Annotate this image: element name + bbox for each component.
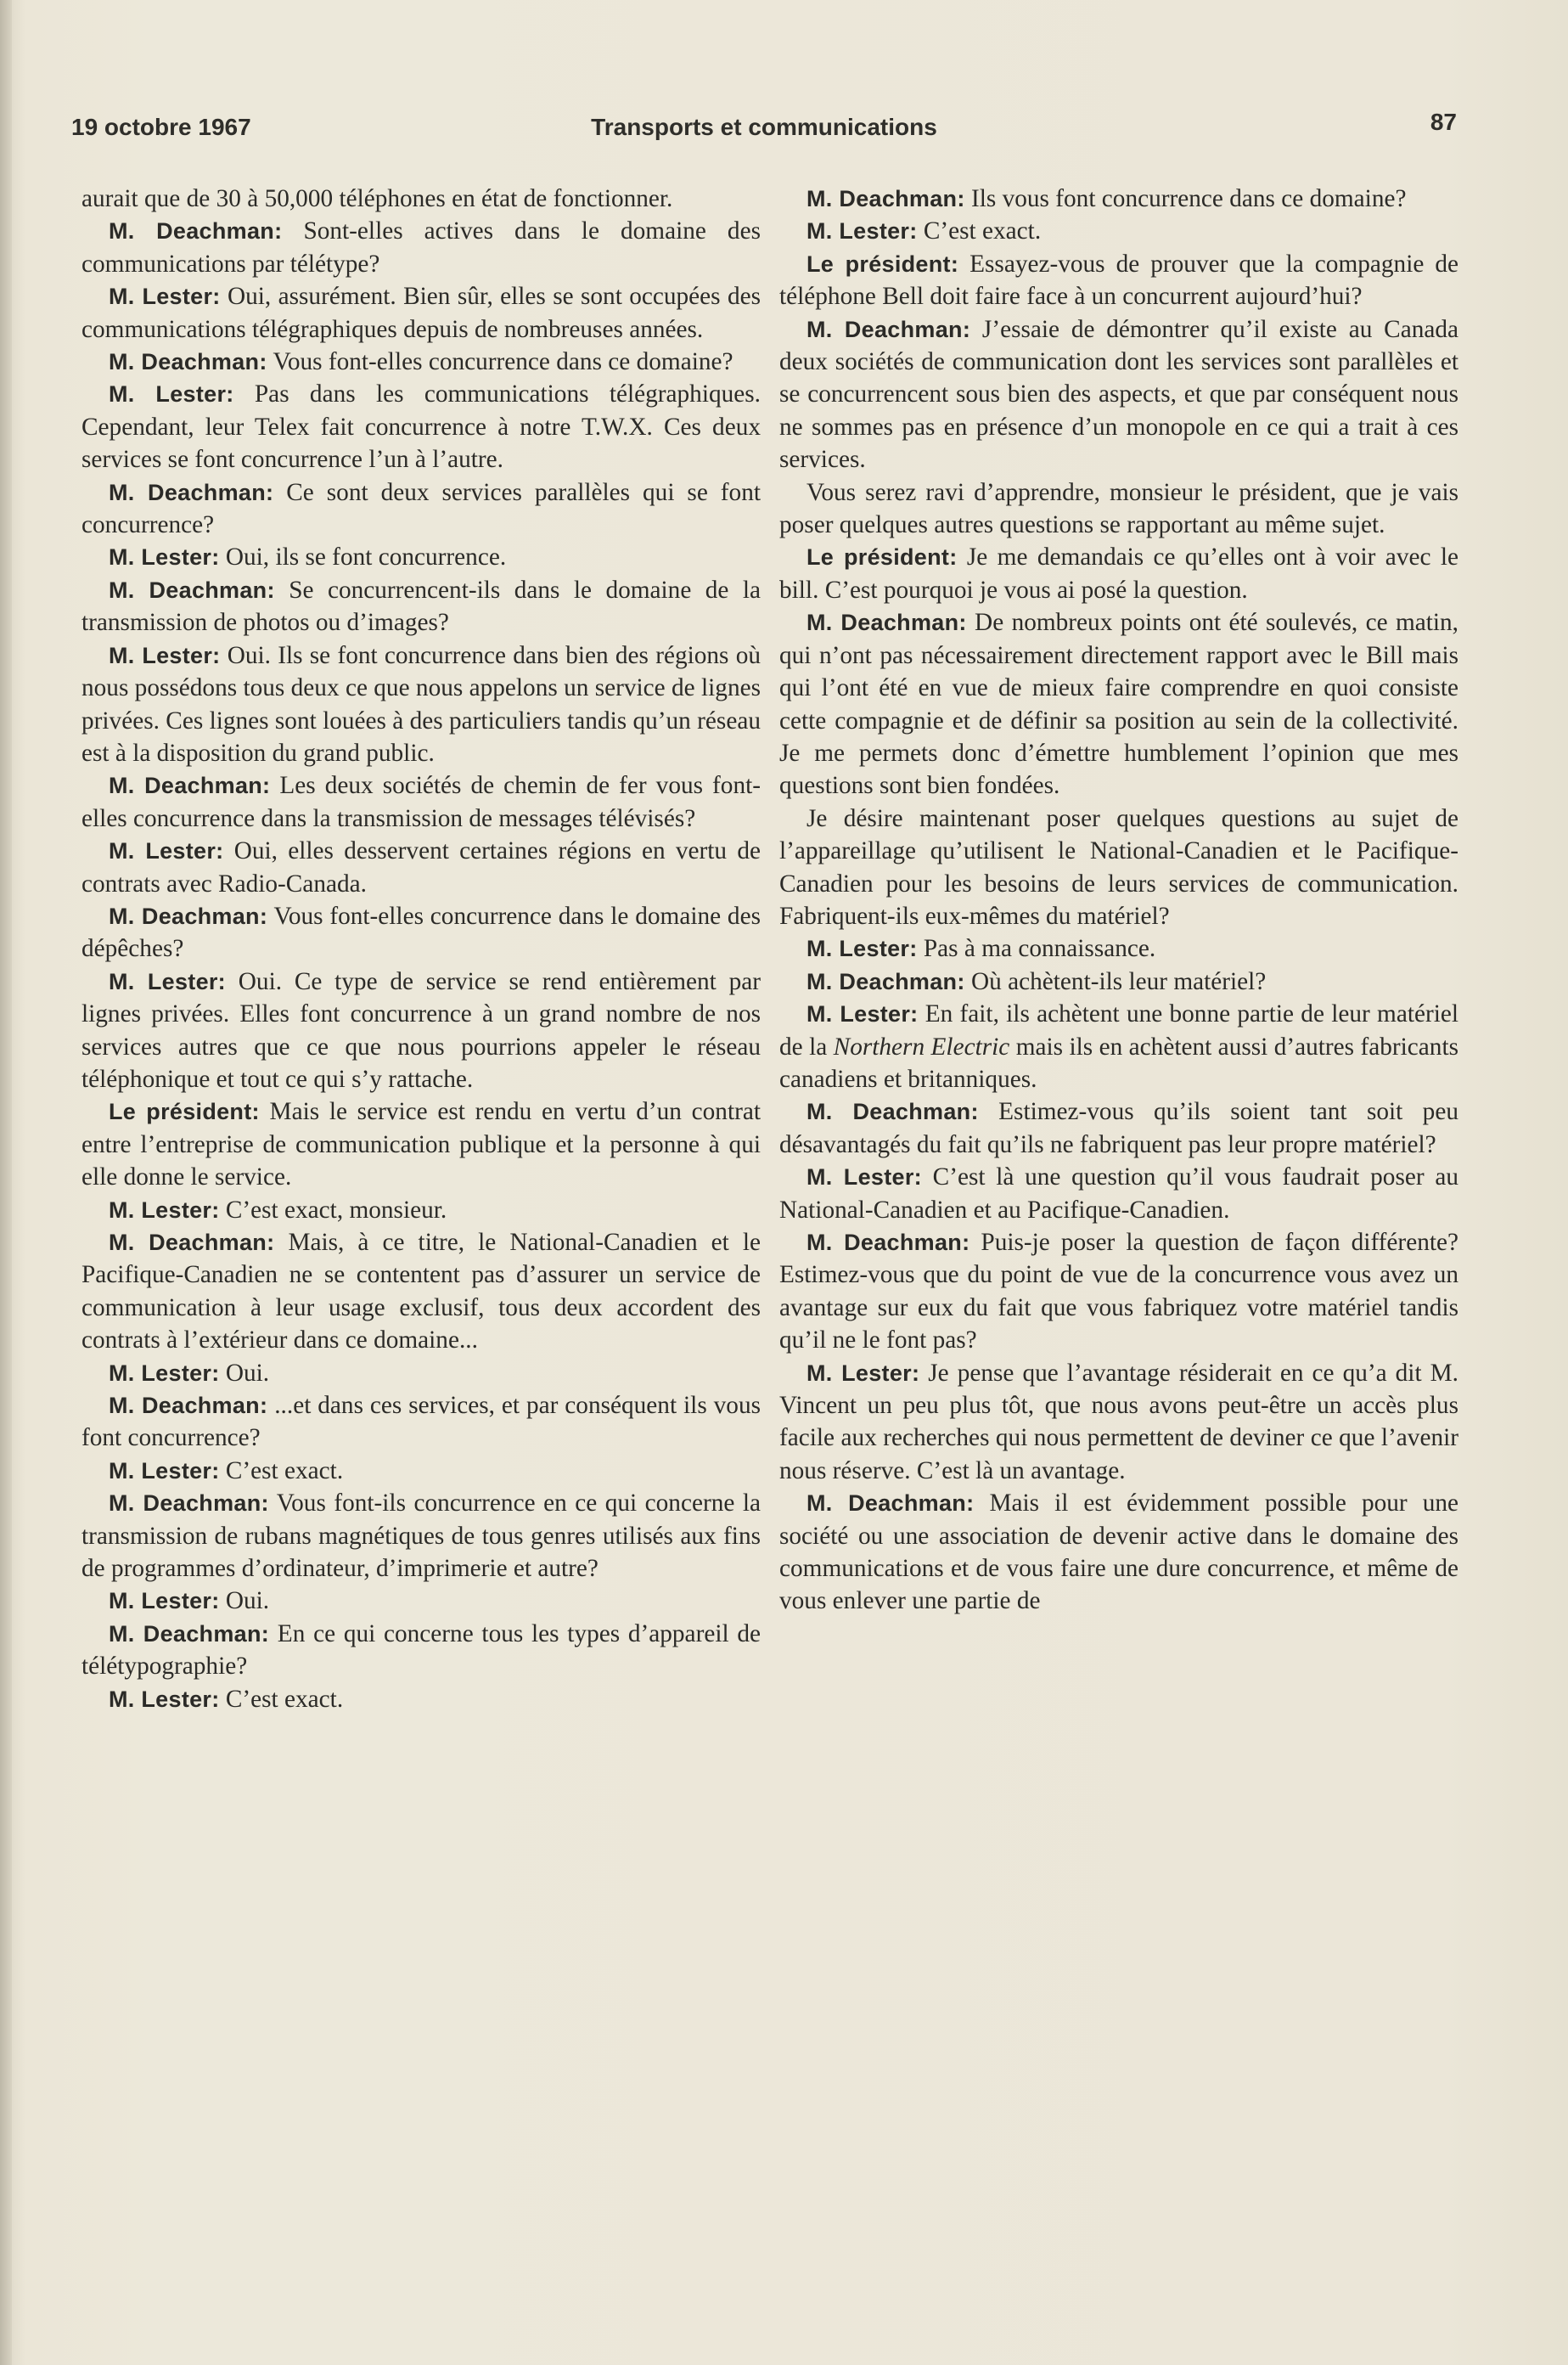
paragraph-text: Oui, elles desservent certaines régions en vertu de contrats avec Radio-Canada. bbox=[81, 837, 761, 898]
speaker-name: M. Deachman: bbox=[109, 218, 283, 245]
speaker-name: M. Lester: bbox=[109, 1686, 220, 1712]
paragraph-text: Essayez-vous de prouver que la compagnie de téléphone Bell doit faire face à un concurrent aujourd’hui? bbox=[779, 250, 1458, 311]
paragraph bbox=[81, 1683, 761, 1715]
paragraph bbox=[779, 215, 1458, 247]
paragraph bbox=[81, 346, 761, 378]
paragraph bbox=[779, 541, 1458, 606]
paragraph bbox=[81, 1487, 761, 1585]
paragraph bbox=[779, 313, 1458, 476]
paragraph-text: De nombreux points ont été soulevés, ce matin, qui n’ont pas nécessairement directement rapport avec le Bill mais qui l’ont été en vue de mieux faire comprendre en quoi consiste cette compagnie et de définir sa position au sein de la collectivité. Je me permets donc d’émettre humblement l’opinion que mes questions sont bien fondées. bbox=[779, 609, 1458, 800]
left-column bbox=[81, 183, 761, 1715]
paragraph bbox=[81, 1357, 761, 1389]
paragraph bbox=[81, 966, 761, 1096]
paragraph-text: Vous font-elles concurrence dans ce domaine? bbox=[273, 348, 733, 376]
speaker-name: M. Lester: bbox=[109, 1588, 220, 1614]
header-title: Transports et communications bbox=[591, 114, 937, 140]
paragraph bbox=[779, 1487, 1458, 1618]
paragraph bbox=[779, 1357, 1458, 1488]
speaker-name: M. Lester: bbox=[109, 642, 221, 668]
paragraph-text: Oui. Ils se font concurrence dans bien des régions où nous possédons tous deux ce que nous appelons un service de lignes privées. Ces lignes sont louées à des particuliers tandis qu’un réseau est à la disposition du grand public. bbox=[81, 641, 761, 767]
speaker-name: M. Lester: bbox=[806, 1001, 919, 1028]
speaker-name: Le président: bbox=[109, 1099, 260, 1125]
paragraph bbox=[81, 476, 761, 542]
paragraph-text: mais ils en achètent aussi d’autres fabricants canadiens et britanniques. bbox=[779, 1033, 1458, 1093]
paragraph bbox=[779, 932, 1458, 965]
speaker-name: M. Lester: bbox=[109, 838, 224, 864]
speaker-name: M. Lester: bbox=[109, 1197, 220, 1223]
speaker-name: M. Deachman: bbox=[109, 1393, 268, 1419]
speaker-name: M. Lester: bbox=[109, 381, 234, 408]
paragraph-text: Ce sont deux services parallèles qui se font concurrence? bbox=[81, 478, 761, 539]
paragraph bbox=[81, 183, 761, 215]
paragraph-text: En fait, ils achètent une bonne partie de leur matériel de la bbox=[779, 1000, 1459, 1061]
speaker-name: M. Lester: bbox=[109, 284, 221, 310]
speaker-name: M. Deachman: bbox=[109, 1490, 269, 1517]
paragraph bbox=[779, 802, 1458, 933]
paragraph bbox=[81, 378, 761, 476]
header-page-number: 87 bbox=[1430, 109, 1457, 135]
paragraph bbox=[81, 769, 761, 835]
speaker-name: M. Lester: bbox=[109, 968, 226, 994]
paragraph bbox=[81, 1194, 761, 1226]
speaker-name: M. Lester: bbox=[109, 1360, 220, 1386]
speaker-name: M. Deachman: bbox=[806, 1490, 975, 1517]
speaker-name: M. Deachman: bbox=[806, 186, 965, 211]
paragraph-text: Je pense que l’avantage résiderait en ce qu’a dit M. Vincent un peu plus tôt, que nous avons peut-être un accès plus facile aux recherches qui nous permettent de deviner ce que l’avenir nous réserve. C’est là un avantage. bbox=[779, 1359, 1458, 1484]
paragraph-text: Mais il est évidemment possible pour une société ou une association de devenir active dans le domaine des communications et de vous faire une dure concurrence, et même de vous enlever une partie de bbox=[779, 1489, 1458, 1615]
company-name-italic: Northern Electric bbox=[833, 1033, 1010, 1061]
paragraph bbox=[81, 1095, 761, 1193]
paragraph-text: C’est exact. bbox=[923, 217, 1042, 245]
paragraph-text: Où achètent-ils leur matériel? bbox=[970, 967, 1267, 995]
speaker-name: M. Lester: bbox=[806, 1360, 920, 1386]
paragraph bbox=[779, 476, 1458, 542]
speaker-name: M. Deachman: bbox=[109, 773, 271, 799]
speaker-name: M. Deachman: bbox=[806, 968, 965, 994]
paragraph bbox=[81, 1618, 761, 1683]
speaker-name: M. Deachman: bbox=[806, 316, 971, 342]
paragraph bbox=[779, 183, 1458, 215]
paragraph-text: Puis-je poser la question de façon différente? Estimez-vous que du point de vue de la concurrence vous avez un avantage sur eux du fait que vous fabriquez votre matériel tandis qu’il ne le font pas? bbox=[779, 1229, 1458, 1354]
right-column bbox=[779, 183, 1458, 1618]
page-header bbox=[71, 109, 1457, 146]
paragraph bbox=[81, 1389, 761, 1455]
paragraph bbox=[81, 541, 761, 573]
paragraph bbox=[81, 835, 761, 900]
speaker-name: Le président: bbox=[806, 544, 958, 571]
paragraph bbox=[81, 639, 761, 770]
paragraph-text: Pas à ma connaissance. bbox=[923, 935, 1156, 963]
speaker-name: M. Lester: bbox=[806, 218, 918, 245]
paragraph-text: Mais, à ce titre, le National-Canadien et le Pacifique-Canadien ne se contentent pas d’assurer un service de communication à leur usage exclusif, tous deux accordent des contrats à l’extérieur dans ce domaine... bbox=[81, 1229, 761, 1354]
paragraph bbox=[81, 900, 761, 966]
paragraph-text: Oui, assurément. Bien sûr, elles se sont occupées des communications télégraphiques depuis de nombreuses années. bbox=[81, 283, 761, 343]
speaker-name: M. Deachman: bbox=[806, 1099, 979, 1125]
paragraph-text: Ils vous font concurrence dans ce domaine? bbox=[970, 185, 1407, 212]
paragraph-text: Oui. bbox=[225, 1587, 270, 1615]
speaker-name: M. Deachman: bbox=[109, 1230, 275, 1255]
paragraph bbox=[779, 1226, 1458, 1357]
paragraph bbox=[779, 1161, 1458, 1226]
paragraph bbox=[81, 280, 761, 346]
paragraph-text: Vous serez ravi d’apprendre, monsieur le président, que je vais poser quelques autres questions se rapportant au même sujet. bbox=[779, 478, 1458, 539]
paragraph bbox=[81, 1585, 761, 1617]
paragraph-text: C’est exact. bbox=[225, 1685, 344, 1713]
paragraph-text: Oui. bbox=[225, 1359, 270, 1387]
speaker-name: M. Deachman: bbox=[109, 479, 274, 505]
paragraph bbox=[779, 606, 1458, 802]
paragraph bbox=[779, 1095, 1458, 1161]
paragraph-text: En ce qui concerne tous les types d’appareil de télétypographie? bbox=[81, 1619, 761, 1681]
paragraph-text: Vous font-ils concurrence en ce qui concerne la transmission de rubans magnétiques de tous genres utilisés aux fins de programmes d’ordinateur, d’imprimerie et autre? bbox=[81, 1489, 761, 1583]
speaker-name: M. Deachman: bbox=[806, 1230, 970, 1255]
paragraph-text: C’est exact. bbox=[225, 1456, 344, 1484]
speaker-name: M. Deachman: bbox=[806, 610, 967, 636]
paragraph-text: Se concurrencent-ils dans le domaine de la transmission de photos ou d’images? bbox=[81, 576, 761, 637]
header-date: 19 octobre 1967 bbox=[71, 114, 251, 140]
paragraph bbox=[81, 1455, 761, 1487]
paragraph-text: C’est là une question qu’il vous faudrait poser au National-Canadien et au Pacifique-Canadien. bbox=[779, 1163, 1458, 1224]
paragraph-text: aurait que de 30 à 50,000 téléphones en état de fonctionner. bbox=[81, 185, 673, 212]
paragraph bbox=[81, 1226, 761, 1357]
speaker-name: Le président: bbox=[806, 251, 959, 277]
paragraph bbox=[779, 966, 1458, 998]
speaker-name: M. Lester: bbox=[109, 1457, 220, 1484]
page-binding-edge bbox=[0, 0, 12, 2365]
speaker-name: M. Lester: bbox=[806, 1164, 922, 1191]
paragraph-text: Je désire maintenant poser quelques questions au sujet de l’appareillage qu’utilisent le National-Canadien et le Pacifique-Canadien pour les besoins de leurs services de communication. Fabriquent-ils eux-mêmes du matériel? bbox=[779, 804, 1458, 930]
speaker-name: M. Lester: bbox=[806, 936, 918, 962]
speaker-name: M. Deachman: bbox=[109, 903, 268, 929]
speaker-name: M. Lester: bbox=[109, 544, 220, 571]
speaker-name: M. Deachman: bbox=[109, 1620, 270, 1647]
paragraph bbox=[81, 215, 761, 280]
paragraph-text: Je me demandais ce qu’elles ont à voir avec le bill. C’est pourquoi je vous ai posé la question. bbox=[779, 543, 1458, 604]
paragraph bbox=[779, 998, 1458, 1095]
paragraph-text: Pas dans les communications télégraphiques. Cependant, leur Telex fait concurrence à notre T.W.X. Ces deux services se font concurrence l’un à l’autre. bbox=[81, 380, 761, 474]
paragraph-text: Mais le service est rendu en vertu d’un contrat entre l’entreprise de communication publique et la personne à qui elle donne le service. bbox=[81, 1098, 761, 1191]
paragraph-text: Oui, ils se font concurrence. bbox=[225, 543, 507, 572]
paragraph-text: J’essaie de démontrer qu’il existe au Canada deux sociétés de communication dont les services sont parallèles et se concurrencent sous bien des aspects, et que par conséquent nous ne sommes pas en présence d’un monopole en ce qui a trait à ces services. bbox=[779, 315, 1458, 474]
speaker-name: M. Deachman: bbox=[109, 577, 275, 603]
paragraph-text: Estimez-vous qu’ils soient tant soit peu désavantagés du fait qu’ils ne fabriquent pas leur propre matériel? bbox=[779, 1098, 1458, 1158]
speaker-name: M. Deachman: bbox=[109, 349, 267, 375]
paragraph-text: Sont-elles actives dans le domaine des communications par télétype? bbox=[81, 217, 761, 278]
paragraph-text: Vous font-elles concurrence dans le domaine des dépêches? bbox=[81, 902, 761, 963]
paragraph-text: Les deux sociétés de chemin de fer vous font-elles concurrence dans la transmission de messages télévisés? bbox=[81, 772, 761, 832]
paragraph-text: Oui. Ce type de service se rend entièrement par lignes privées. Elles font concurrence à un grand nombre de nos services autres que ce que nous pourrions appeler le réseau téléphonique et tout ce qui s’y rattache. bbox=[81, 967, 761, 1093]
paragraph bbox=[81, 574, 761, 639]
paragraph-text: ...et dans ces services, et par conséquent ils vous font concurrence? bbox=[81, 1392, 762, 1452]
paragraph-text: C’est exact, monsieur. bbox=[225, 1196, 447, 1224]
paragraph bbox=[779, 248, 1458, 313]
